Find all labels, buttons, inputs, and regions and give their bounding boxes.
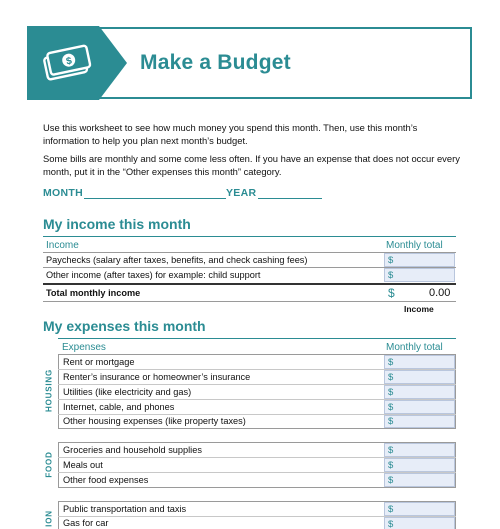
expense-row-label: Meals out [63,460,103,470]
currency-symbol: $ [388,372,394,383]
month-label: MONTH [43,187,83,199]
intro-paragraph-1: Use this worksheet to see how much money you spend this month. Then, use this month’s information to help you plan next month’s budget. [43,122,418,146]
expense-row-label: Public transportation and taxis [63,504,187,514]
income-column-label: Income [46,240,79,251]
currency-symbol: $ [388,255,394,266]
currency-symbol: $ [388,460,394,471]
expense-input[interactable] [384,517,455,529]
income-section-title: My income this month [43,216,191,232]
currency-symbol: $ [388,286,395,300]
currency-symbol: $ [388,387,394,398]
group-label-food: FOOD [44,451,54,478]
year-field[interactable] [258,198,322,199]
income-row-label: Paychecks (salary after taxes, benefits, and check cashing fees) [46,255,308,265]
income-column-total: Monthly total [386,240,443,251]
expense-row-label: Rent or mortgage [63,357,135,367]
expense-input[interactable] [384,370,455,384]
expense-row-label: Utilities (like electricity and gas) [63,387,192,397]
expense-row-label: Groceries and household supplies [63,445,202,455]
currency-symbol: $ [388,270,394,281]
expenses-section-title: My expenses this month [43,318,206,334]
currency-symbol: $ [388,402,394,413]
group-label-housing: HOUSING [44,369,54,412]
year-label: YEAR [226,187,257,199]
expenses-column-label: Expenses [62,342,106,353]
expense-row-label: Other food expenses [63,475,149,485]
currency-symbol: $ [388,357,394,368]
expenses-top-rule [58,338,456,339]
expense-input[interactable] [384,458,455,472]
income-top-rule [43,236,456,237]
total-income-caption: Income [404,304,434,314]
expenses-column-total: Monthly total [386,342,443,353]
income-total-rule [43,283,456,285]
expense-input[interactable] [384,355,455,369]
income-other-input[interactable] [384,268,455,282]
expense-row-label: Gas for car [63,518,109,528]
expense-input[interactable] [384,502,455,516]
total-income-value: 0.00 [429,287,451,299]
expense-row-label: Other housing expenses (like property taxes) [63,416,246,426]
month-field[interactable] [84,198,226,199]
expense-input[interactable] [384,473,455,487]
banner-arrow [27,26,127,100]
currency-symbol: $ [388,416,394,427]
expense-input[interactable] [384,385,455,399]
income-bottom-rule [43,301,456,302]
income-row-label: Other income (after taxes) for example: child support [46,270,261,280]
group-label-transportation: ION [44,510,54,527]
expense-input[interactable] [384,415,455,428]
expense-input[interactable] [384,443,455,457]
page-title: Make a Budget [140,51,291,74]
expense-row-label: Internet, cable, and phones [63,402,175,412]
currency-symbol: $ [388,445,394,456]
income-paychecks-input[interactable] [384,253,455,267]
expense-row-label: Renter’s insurance or homeowner’s insurance [63,372,251,382]
total-income-label: Total monthly income [46,288,141,298]
intro-paragraph-2: Some bills are monthly and some come less often. If you have an expense that does not occur every month, put it in the “Other expenses this month” category. [43,153,460,177]
currency-symbol: $ [388,504,394,515]
currency-symbol: $ [388,475,394,486]
svg-text:$: $ [65,55,73,68]
expense-input[interactable] [384,400,455,414]
currency-symbol: $ [388,519,394,529]
